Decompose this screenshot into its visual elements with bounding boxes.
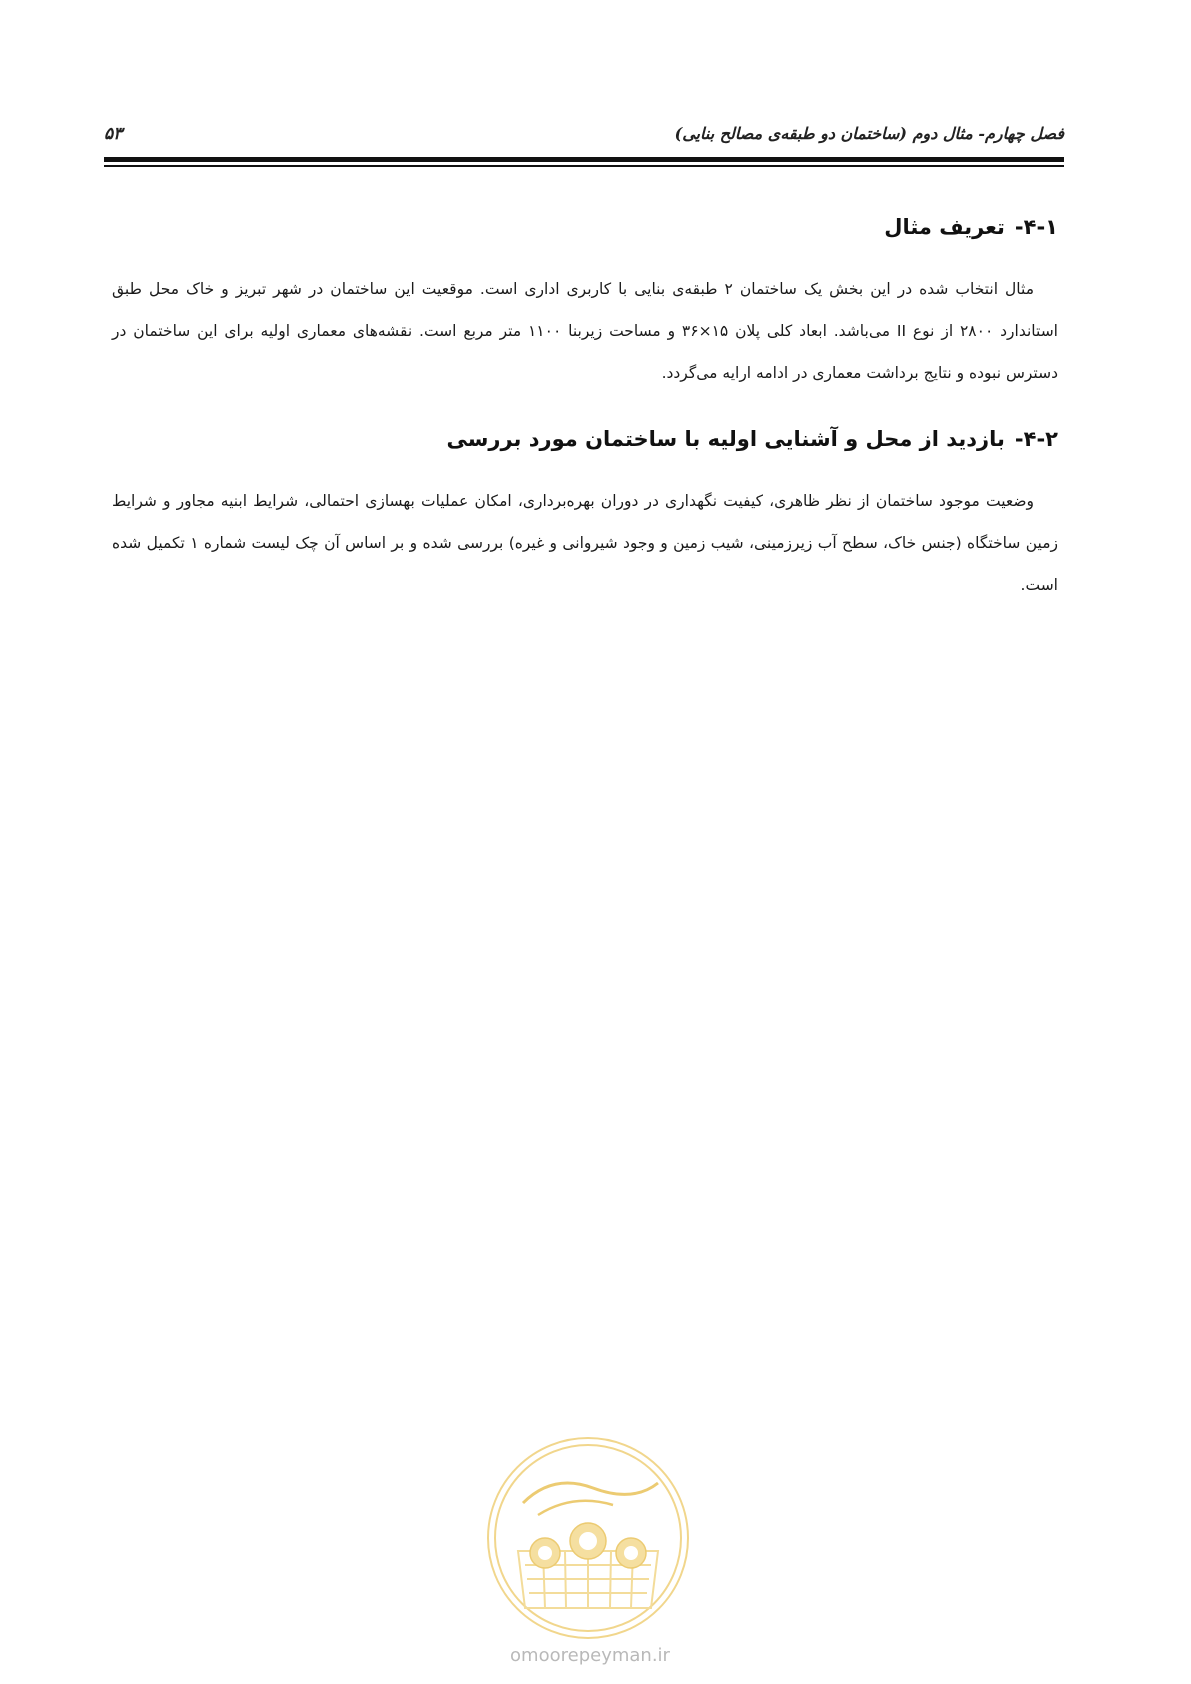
page-header bbox=[104, 118, 1064, 162]
section-title: بازدید از محل و آشنایی اولیه با ساختمان مورد بررسی bbox=[446, 427, 1005, 451]
section-title: تعریف مثال bbox=[884, 215, 1005, 239]
header-rule-thick bbox=[104, 157, 1064, 162]
watermark-logo-icon bbox=[483, 1433, 693, 1643]
section-paragraph-1: مثال انتخاب شده در این بخش یک ساختمان ۲ طبقه‌ی بنایی با کاربری اداری است. موقعیت این ساختمان در شهر تبریز و خاک محل طبق استاندارد ۲۸۰۰ از نوع II می‌باشد. ابعاد کلی پلان ۱۵×۳۶ و مساحت زیربنا ۱۱۰۰ متر مربع است. نقشه‌های معماری اولیه برای این ساختمان در دسترس نبوده و نتایج برداشت معماری در ادامه ارایه می‌گردد. bbox=[112, 280, 1058, 382]
section-paragraph-2: وضعیت موجود ساختمان از نظر ظاهری، کیفیت نگهداری در دوران بهره‌برداری، امکان عملیات بهسازی احتمالی، شرایط ابنیه مجاور و شرایط زمین ساختگاه (جنس خاک، سطح آب زیرزمینی، شیب زمین و وجود شیروانی و غیره) بررسی شده و بر اساس آن چک لیست شماره ۱ تکمیل شده است. bbox=[112, 492, 1058, 594]
page-content bbox=[112, 212, 1058, 636]
chapter-title: فصل چهارم- مثال دوم (ساختمان دو طبقه‌ی مصالح بنایی) bbox=[674, 124, 1064, 143]
watermark-caption: omoorepeyman.ir bbox=[510, 1645, 670, 1666]
header-rule-thin bbox=[104, 165, 1064, 167]
section-heading-2 bbox=[112, 424, 1058, 454]
section-number: ۴-۱- bbox=[1014, 215, 1058, 239]
section-number: ۴-۲- bbox=[1014, 427, 1058, 451]
section-heading-1 bbox=[112, 212, 1058, 242]
page-number: ۵۳ bbox=[104, 124, 123, 144]
